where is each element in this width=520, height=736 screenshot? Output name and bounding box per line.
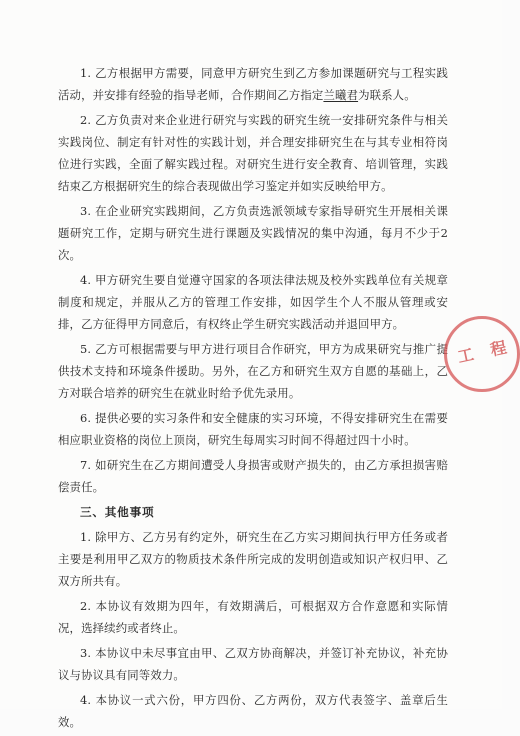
clause-b5: 5. 乙方可根据需要与甲方进行项目合作研究，甲方为成果研究与推广提供技术支持和环境条件援助。另外，在乙方和研究生双方自愿的基础上，乙方对联合培养的研究生在就业时给予优先录用。 xyxy=(58,342,448,400)
clause-c4: 4. 本协议一式六份，甲方四份、乙方两份，双方代表签字、盖章后生效。 xyxy=(58,693,448,729)
clause-b4: 4. 甲方研究生要自觉遵守国家的各项法律法规及校外实践单位有关规章制度和规定，并服从乙方的管理工作安排，如因学生个人不服从管理或安排，乙方征得甲方同意后，有权终止学生研究实践活动并退回甲方。 xyxy=(58,273,448,331)
contact-person: 兰曦君 xyxy=(323,88,359,102)
seal-text: 工 程 xyxy=(455,336,515,367)
red-seal-stamp xyxy=(444,316,520,392)
clause-b6: 6. 提供必要的实习条件和安全健康的实习环境，不得安排研究生在需要相应职业资格的岗位上顶岗，研究生每周实习时间不得超过四十小时。 xyxy=(58,411,448,447)
clause-b3: 3. 在企业研究实践期间，乙方负责选派领域专家指导研究生开展相关课题研究工作，定期与研究生进行课题及实践情况的集中沟通，每月不少于2次。 xyxy=(58,204,448,262)
clause-c2: 2. 本协议有效期为四年，有效期满后，可根据双方合作意愿和实际情况，选择续约或者终止。 xyxy=(58,599,448,635)
clause-b7: 7. 如研究生在乙方期间遭受人身损害或财产损失的，由乙方承担损害赔偿责任。 xyxy=(58,458,448,494)
clause-b2: 2. 乙方负责对来企业进行研究与实践的研究生统一安排研究条件与相关实践岗位、制定有针对性的实践计划，并合理安排研究生在与其专业相符岗位进行实践，全面了解实践过程。对研究生进行安全教育、培训管理，实践结束乙方根据研究生的综合表现做出学习鉴定并如实反映给甲方。 xyxy=(58,113,448,193)
clause-b1 xyxy=(58,62,448,106)
clause-b1-text: 1. 乙方根据甲方需要，同意甲方研究生到乙方参加课题研究与工程实践活动，并安排有经验的指导老师，合作期间乙方指定 xyxy=(58,66,448,102)
clause-c3: 3. 本协议中未尽事宜由甲、乙双方协商解决，并签订补充协议，补充协议与协议具有同等效力。 xyxy=(58,646,448,682)
section-title: 三、其他事项 xyxy=(80,505,155,519)
document-body xyxy=(58,62,448,736)
clause-c1: 1. 除甲方、乙方另有约定外，研究生在乙方实习期间执行甲方任务或者主要是利用甲乙双方的物质技术条件所完成的发明创造或知识产权归甲、乙双方所共有。 xyxy=(58,530,448,588)
clause-b1-tail: 为联系人。 xyxy=(358,88,416,102)
